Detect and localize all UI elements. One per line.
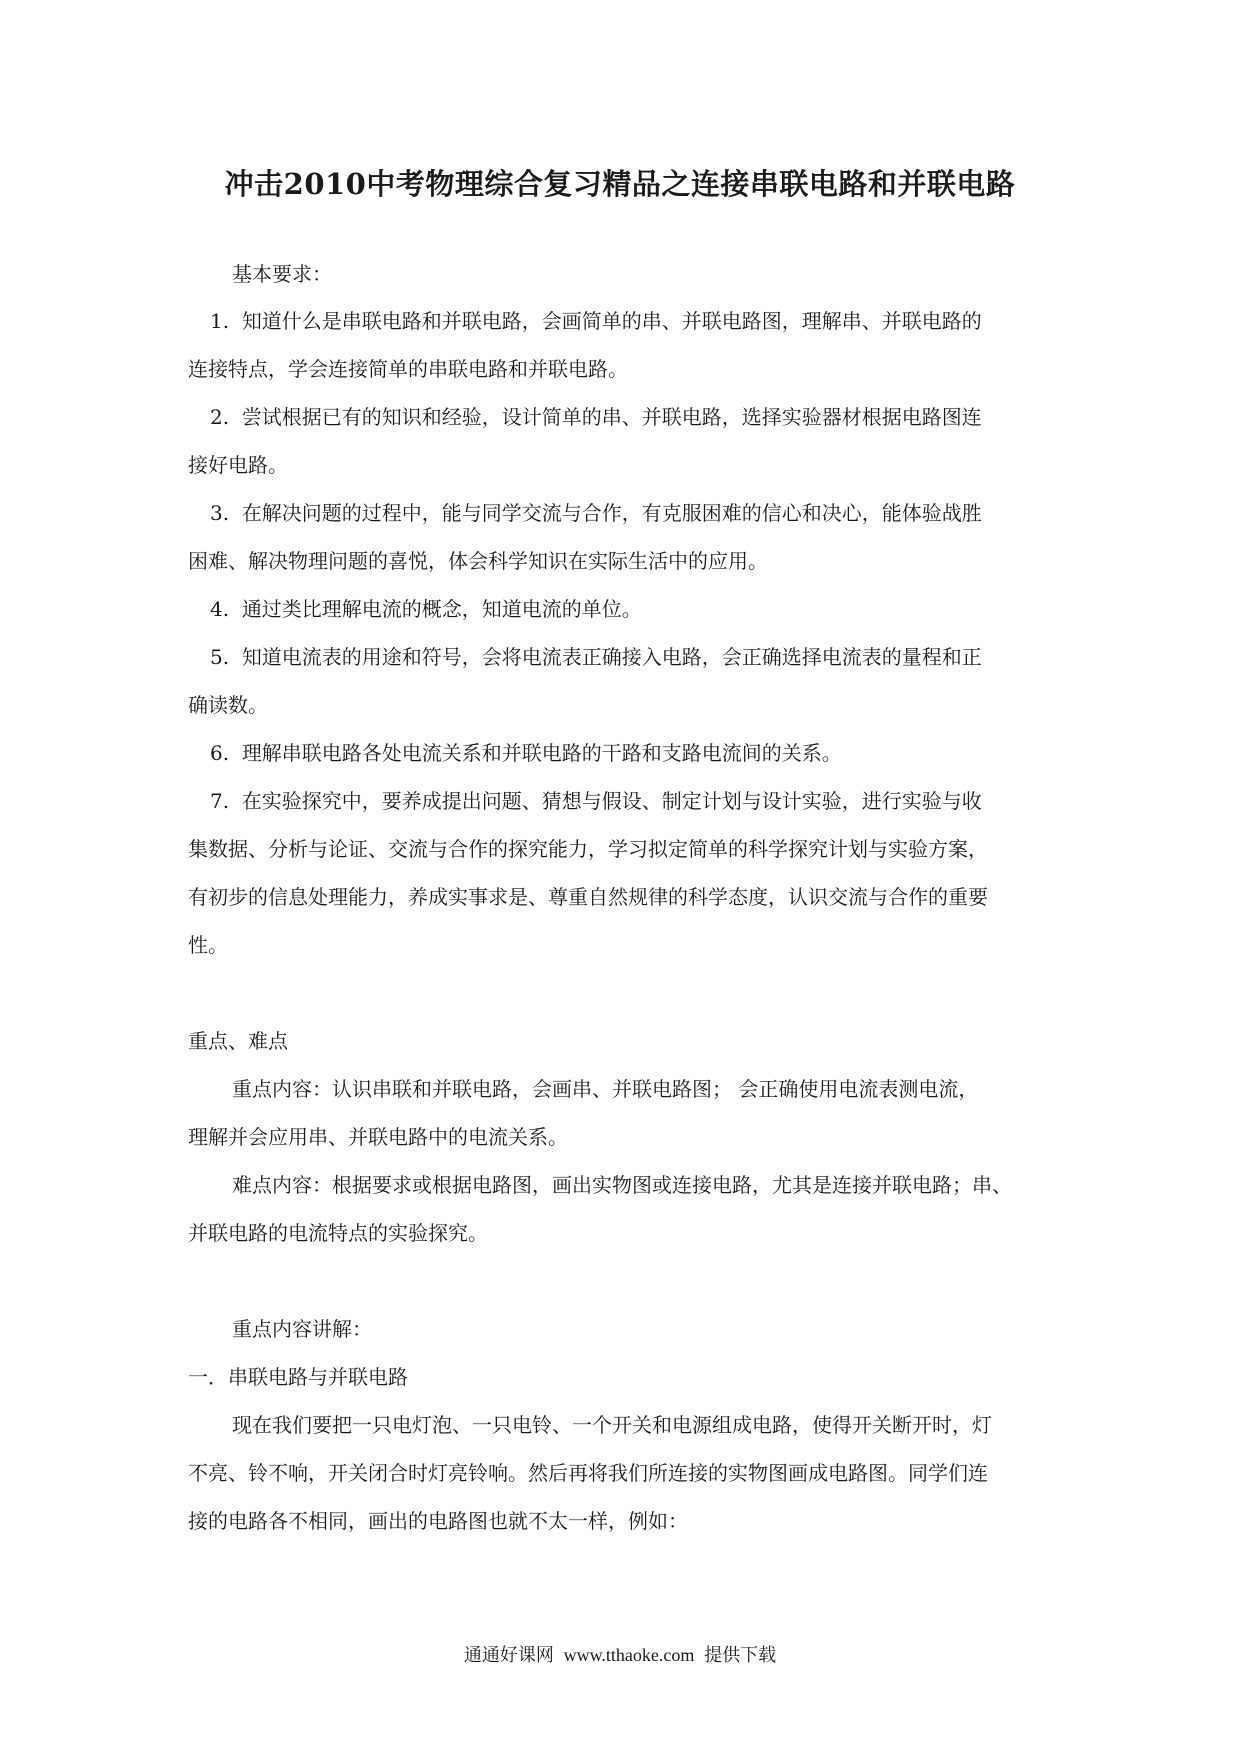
key-difficult-heading: 重点、难点 [188,1029,288,1053]
requirement-6 [210,737,842,766]
requirement-number: 3. [210,501,230,525]
requirement-text: 理解串联电路各处电流关系和并联电路的干路和支路电流间的关系。 [241,741,842,765]
difficult-content: 难点内容：根据要求或根据电路图，画出实物图或连接电路，尤其是连接并联电路；串、 [232,1173,1012,1197]
requirement-2 [210,401,982,430]
footer-url-link[interactable]: www.tthaoke.com [563,1645,695,1665]
requirement-7-cont: 集数据、分析与论证、交流与合作的探究能力，学习拟定简单的科学探究计划与实验方案， [188,837,988,861]
requirement-number: 4. [210,597,230,621]
requirement-text: 知道什么是串联电路和并联电路，会画简单的串、并联电路图，理解串、并联电路的 [241,309,982,333]
footer-site-name: 通通好课网 [463,1645,554,1666]
requirement-4 [210,593,642,622]
requirement-text: 在解决问题的过程中，能与同学交流与合作，有克服困难的信心和决心，能体验战胜 [241,501,982,525]
explanation-heading: 重点内容讲解： [232,1317,372,1341]
section-heading: 一．串联电路与并联电路 [188,1365,408,1389]
section-paragraph: 现在我们要把一只电灯泡、一只电铃、一个开关和电源组成电路，使得开关断开时，灯 [232,1413,992,1437]
requirement-text: 知道电流表的用途和符号，会将电流表正确接入电路，会正确选择电流表的量程和正 [241,645,982,669]
requirement-number: 2. [210,405,230,429]
difficult-content-cont: 并联电路的电流特点的实验探究。 [188,1221,488,1245]
requirement-number: 7. [210,789,230,813]
key-content-cont: 理解并会应用串、并联电路中的电流关系。 [188,1125,568,1149]
requirement-5-cont: 确读数。 [188,693,268,717]
requirement-text: 在实验探究中，要养成提出问题、猜想与假设、制定计划与设计实验，进行实验与收 [241,789,982,813]
requirement-number: 1. [210,309,230,333]
requirement-3-cont: 困难、解决物理问题的喜悦，体会科学知识在实际生活中的应用。 [188,549,768,573]
requirement-7 [210,785,982,814]
requirement-7-cont: 性。 [188,933,228,957]
requirement-text: 尝试根据已有的知识和经验，设计简单的串、并联电路，选择实验器材根据电路图连 [241,405,982,429]
footer-suffix: 提供下载 [704,1645,777,1666]
section-paragraph-cont: 不亮、铃不响，开关闭合时灯亮铃响。然后再将我们所连接的实物图画成电路图。同学们连 [188,1461,988,1485]
requirement-number: 5. [210,645,230,669]
requirement-7-cont: 有初步的信息处理能力，养成实事求是、尊重自然规律的科学态度，认识交流与合作的重要 [188,885,988,909]
requirement-2-cont: 接好电路。 [188,453,288,477]
basic-requirements-heading: 基本要求： [232,262,332,286]
page-footer [0,1641,1240,1667]
requirement-text: 通过类比理解电流的概念，知道电流的单位。 [241,597,642,621]
key-content: 重点内容：认识串联和并联电路，会画串、并联电路图； 会正确使用电流表测电流， [232,1077,979,1101]
requirement-3 [210,497,982,526]
requirement-5 [210,641,982,670]
requirement-number: 6. [210,741,230,765]
section-paragraph-cont: 接的电路各不相同，画出的电路图也就不太一样，例如： [188,1509,688,1533]
page-title: 冲击2010中考物理综合复习精品之连接串联电路和并联电路 [224,167,1016,201]
requirement-1-cont: 连接特点，学会连接简单的串联电路和并联电路。 [188,357,628,381]
requirement-1 [210,305,982,334]
